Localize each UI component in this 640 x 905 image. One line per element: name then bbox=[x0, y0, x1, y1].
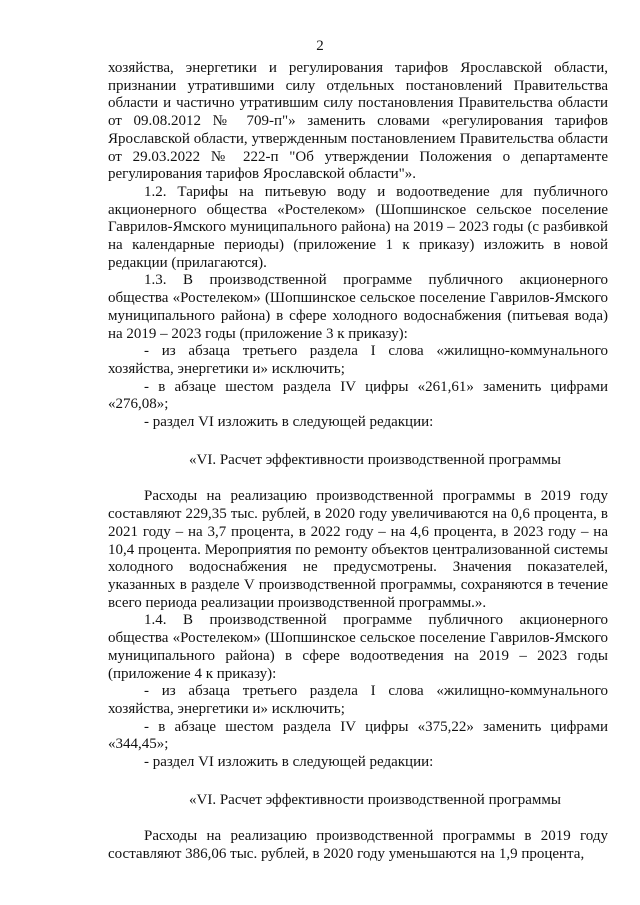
section-heading-vi: «VI. Расчет эффективности производственной программы bbox=[189, 791, 561, 808]
document-body bbox=[108, 60, 608, 864]
list-item-section-vi: - раздел VI изложить в следующей редакции: bbox=[144, 414, 434, 431]
page-number: 2 bbox=[316, 38, 324, 54]
paragraph-continuation: хозяйства, энергетики и регулирования тарифов Ярославской области, признании утратившими силу отдельных постановлений Правительства области и частично утратившим силу постановления Правительства области от 09.08.2012 № 709-п"» заменить словами «регулирования тарифов Ярославской области, утвержденным постановлением Правительства области от 29.03.2022 № 222-п "Об утверждении Положения о департаменте регулирования тарифов Ярославской области"». bbox=[108, 60, 608, 183]
paragraph-1-4-wastewater: 1.4. В производственной программе публичного акционерного общества «Ростелеком» (Шопшинское сельское поселение Гаврилов-Ямского муниципального района) в сфере водоотведения на 2019 – 2023 годы (приложение 4 к приказу): bbox=[108, 612, 608, 682]
paragraph-costs-wastewater: Расходы на реализацию производственной программы в 2019 году составляют 386,06 тыс. рублей, в 2020 году уменьшаются на 1,9 процента, bbox=[108, 828, 608, 863]
list-item-remove-words: - из абзаца третьего раздела I слова «жилищно-коммунального хозяйства, энергетики и» исключить; bbox=[108, 343, 608, 377]
section-heading-vi: «VI. Расчет эффективности производственной программы bbox=[189, 451, 561, 468]
list-item-replace-figures: - в абзаце шестом раздела IV цифры «375,22» заменить цифрами «344,45»; bbox=[108, 718, 608, 753]
list-item-remove-words: - из абзаца третьего раздела I слова «жилищно-коммунального хозяйства, энергетики и» исключить; bbox=[108, 683, 608, 717]
list-item-section-vi: - раздел VI изложить в следующей редакции: bbox=[144, 754, 434, 771]
paragraph-costs-water-supply: Расходы на реализацию производственной программы в 2019 году составляют 229,35 тыс. рублей, в 2020 году увеличиваются на 0,6 процента, в 2021 году – на 3,7 процента, в 2022 году – на 4,6 процента, в 2023 году – на 10,4 процента. Мероприятия по ремонту объектов централизованной системы холодного водоснабжения не предусмотрены. Значения показателей, указанных в разделе V производственной программы, сохраняются в течение всего периода реализации производственной программы.». bbox=[108, 488, 608, 611]
paragraph-1-3-water-supply: 1.3. В производственной программе публичного акционерного общества «Ростелеком» (Шопшинское сельское поселение Гаврилов-Ямского муниципального района) в сфере холодного водоснабжения (питьевая вода) на 2019 – 2023 годы (приложение 3 к приказу): bbox=[108, 272, 608, 342]
paragraph-1-2-tariffs: 1.2. Тарифы на питьевую воду и водоотведение для публичного акционерного общества «Ростелеком» (Шопшинское сельское поселение Гаврилов-Ямского муниципального района) на 2019 – 2023 годы (с разбивкой на календарные периоды) (приложение 1 к приказу) изложить в новой редакции (прилагаются). bbox=[108, 183, 608, 271]
list-item-replace-figures: - в абзаце шестом раздела IV цифры «261,61» заменить цифрами «276,08»; bbox=[108, 378, 608, 413]
